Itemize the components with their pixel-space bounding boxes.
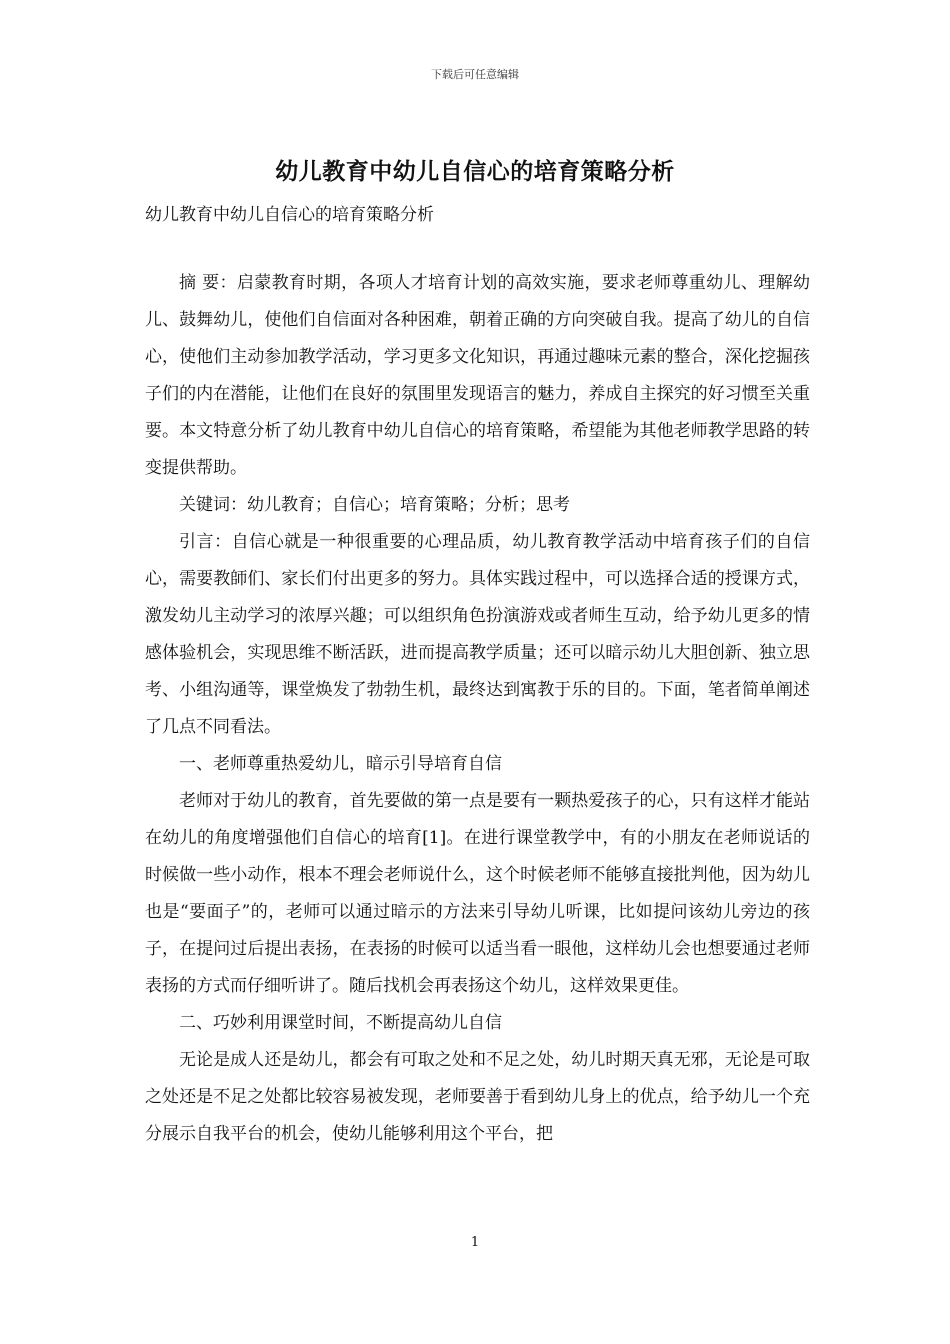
page-number: 1 bbox=[470, 1235, 480, 1250]
section-1-paragraph: 老师对于幼儿的教育，首先要做的第一点是要有一颗热爱孩子的心，只有这样才能站在幼儿的角度增强他们自信心的培育[1]。在进行课堂教学中，有的小朋友在老师说话的时候做一些小动作，根本不理会老师说什么，这个时候老师不能够直接批判他，因为幼儿也是“要面子”的，老师可以通过暗示的方法来引导幼儿听课，比如提问该幼儿旁边的孩子，在提问过后提出表扬，在表扬的时候可以适当看一眼他，这样幼儿会也想要通过老师表扬的方式而仔细听讲了。随后找机会再表扬这个幼儿，这样效果更佳。 bbox=[145, 791, 810, 996]
section-heading-2: 二、巧妙利用课堂时间，不断提高幼儿自信 bbox=[179, 1013, 502, 1033]
document-subtitle: 幼儿教育中幼儿自信心的培育策略分析 bbox=[145, 205, 434, 225]
section-heading-1: 一、老师尊重热爱幼儿，暗示引导培育自信 bbox=[179, 754, 502, 774]
document-body bbox=[145, 265, 810, 1153]
page-header: 下载后可任意编辑 bbox=[431, 68, 519, 81]
keywords-paragraph: 关键词：幼儿教育；自信心；培育策略；分析；思考 bbox=[179, 495, 570, 515]
document-title: 幼儿教育中幼儿自信心的培育策略分析 bbox=[275, 158, 675, 185]
introduction-paragraph: 引言：自信心就是一种很重要的心理品质，幼儿教育教学活动中培育孩子们的自信心，需要教師们、家长们付出更多的努力。具体实践过程中，可以选择合适的授课方式，激发幼儿主动学习的浓厚兴趣；可以组织角色扮演游戏或者师生互动，给予幼儿更多的情感体验机会，实现思维不断活跃，进而提高教学质量；还可以暗示幼儿大胆创新、独立思考、小组沟通等，课堂焕发了勃勃生机，最终达到寓教于乐的目的。下面，笔者简单阐述了几点不同看法。 bbox=[145, 532, 810, 737]
section-2-paragraph: 无论是成人还是幼儿，都会有可取之处和不足之处，幼儿时期天真无邪，无论是可取之处还是不足之处都比较容易被发现，老师要善于看到幼儿身上的优点，给予幼儿一个充分展示自我平台的机会，使幼儿能够利用这个平台，把 bbox=[145, 1050, 810, 1144]
abstract-paragraph: 摘 要：启蒙教育时期，各项人才培育计划的高效实施，要求老师尊重幼儿、理解幼儿、鼓舞幼儿，使他们自信面对各种困难，朝着正确的方向突破自我。提高了幼儿的自信心，使他们主动参加教学活动，学习更多文化知识，再通过趣味元素的整合，深化挖掘孩子们的内在潜能，让他们在良好的氛围里发现语言的魅力，养成自主探究的好习惯至关重要。本文特意分析了幼儿教育中幼儿自信心的培育策略，希望能为其他老师教学思路的转变提供帮助。 bbox=[145, 273, 810, 478]
